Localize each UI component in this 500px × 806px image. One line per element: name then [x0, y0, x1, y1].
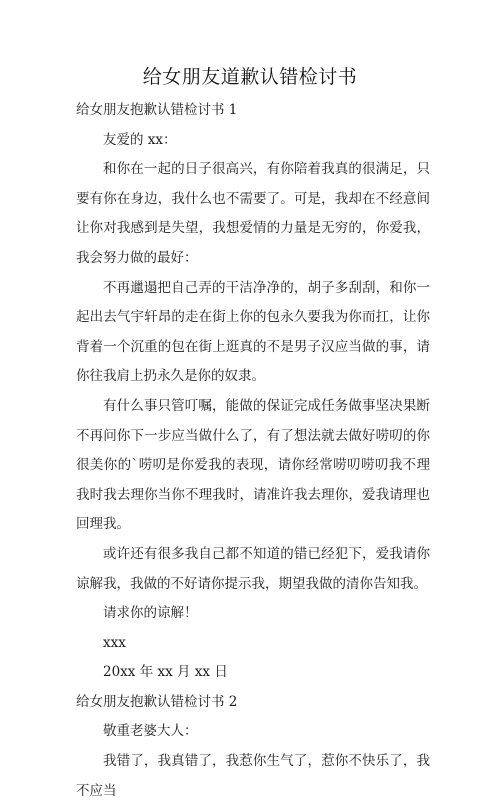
paragraph: 不再邋遢把自己弄的干洁净净的，胡子多刮刮，和你一起出去气宇轩昂的走在街上你的包永久要我为你而扛，让你背着一个沉重的包在街上逛真的不是男子汉应当做的事，请你往我肩上扔永久是你的奴隶。: [76, 279, 430, 385]
salutation-1: 友爱的 xx：: [103, 131, 177, 148]
signature: xxx: [103, 634, 126, 651]
paragraph: 或许还有很多我自己都不知道的错已经犯下，爱我请你谅解我，我做的不好请你提示我，期望我做的清你告知我。: [76, 545, 430, 592]
paragraph: 和你在一起的日子很高兴，有你陪着我真的很满足，只要有你在身边，我什么也不需要了。可是，我却在不经意间让你对我感到是失望，我想爱情的力量是无穷的，你爱我，我会努力做的最好：: [76, 161, 430, 266]
document-title: 给女朋友道歉认错检讨书: [142, 66, 358, 88]
paragraph: 有什么事只管叮嘱，能做的保证完成任务做事坚决果断不再问你下一步应当做什么了，有了想法就去做好唠叨的你很美你的`唠叨是你爱我的表现，请你经常唠叨唠叨我不理我时我去理你当你不理我时，请准许我去理你，爱我请理也回理我。: [76, 397, 430, 533]
document-body: [76, 96, 430, 806]
paragraph: 我错了，我真错了，我惹你生气了，惹你不快乐了，我不应当: [76, 753, 430, 799]
section-heading-2: 给女朋友抱歉认错检讨书 2: [76, 693, 238, 710]
closing-line: 请求你的谅解！: [103, 605, 198, 622]
salutation-2: 敬重老婆大人：: [103, 723, 198, 740]
date-line: 20xx 年 xx 月 xx 日: [103, 664, 228, 681]
section-heading-1: 给女朋友抱歉认错检讨书 1: [76, 102, 238, 118]
